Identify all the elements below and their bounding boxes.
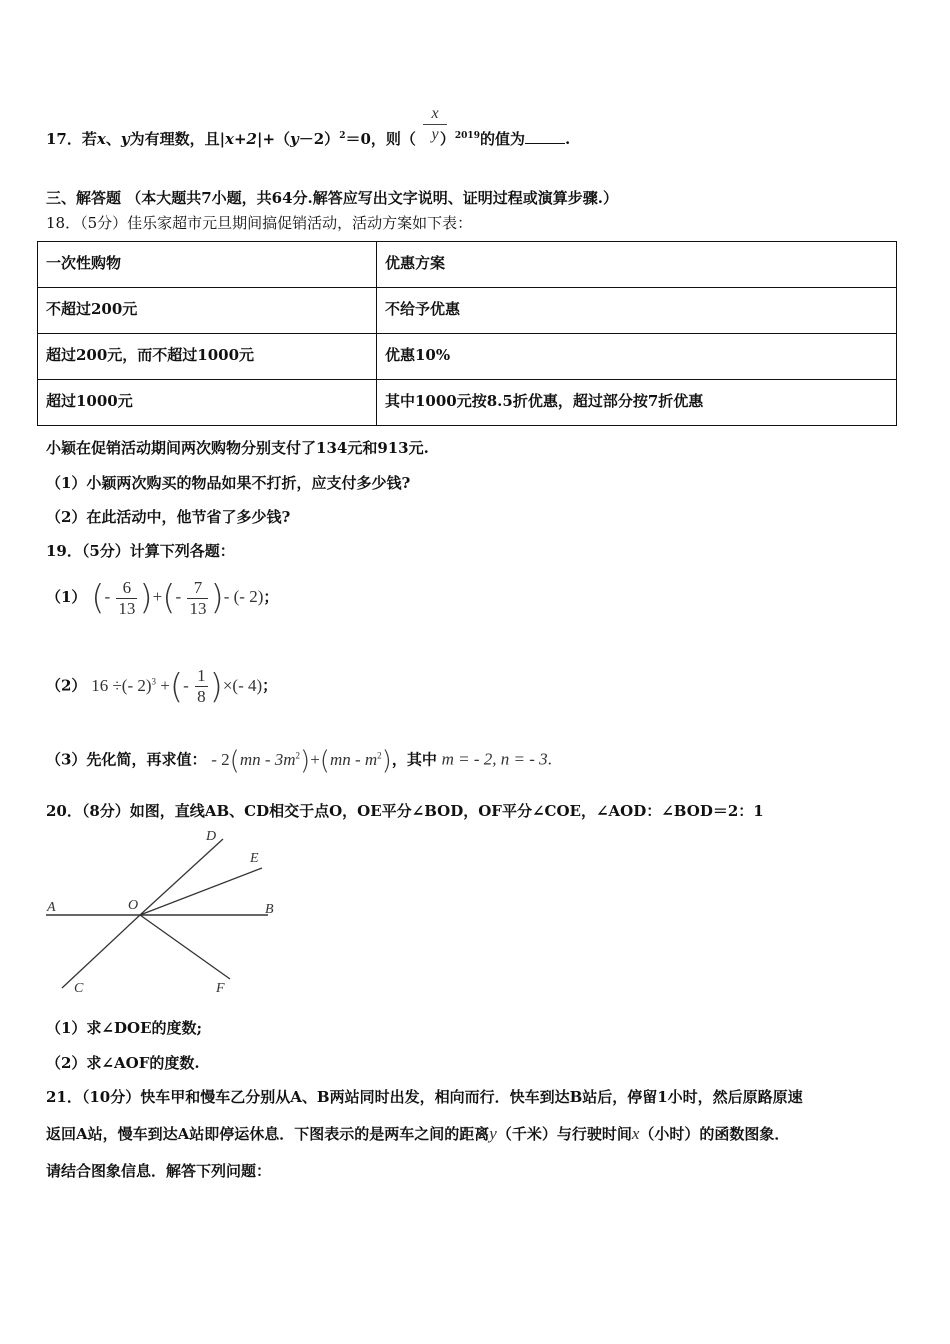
table-row xyxy=(38,334,897,380)
table-cell: 超过200元，而不超过1000元 xyxy=(38,334,377,380)
q18-part1: （1）小颖两次购买的物品如果不打折，应支付多少钱? xyxy=(46,474,411,492)
q21-line2: 返回A站，慢车到达A站即停运休息．下图表示的是两车之间的距离y（千米）与行驶时间x（小时）的函数图象． xyxy=(46,1124,790,1143)
q19-part2: （2） 16 ÷(- 2)$^3$ +(- $\frac{1}{8}$ )×(- 4)； xyxy=(46,666,278,707)
q18-title: 18．（5分）佳乐家超市元旦期间搞促销活动，活动方案如下表： xyxy=(46,214,473,232)
label-b: B xyxy=(265,902,274,917)
q19-p1-expr: (- $\frac{6}{13}$ )+(- $\frac{7}{13}$ )- (- 2) xyxy=(91,577,264,619)
q19-part1: （1） (- $\frac{6}{13}$ )+(- $\frac{7}{13}$ )- (- 2)； xyxy=(46,577,279,619)
table-cell: 不超过200元 xyxy=(38,288,377,334)
table-row xyxy=(38,288,897,334)
q19-p3-expr: - $2(mn - 3m^2)+(mn - m^2)$ xyxy=(211,745,392,776)
q18-line1: 小颖在促销活动期间两次购物分别支付了134元和913元. xyxy=(46,439,429,457)
label-f: F xyxy=(216,981,225,996)
q19-title: 19．（5分）计算下列各题： xyxy=(46,542,235,560)
label-d: D xyxy=(206,829,217,844)
q20-title: 20．（8分）如图，直线AB、CD相交于点O，OE平分∠BOD，OF平分∠COE，∠AOD：∠BOD＝2：1 xyxy=(46,802,764,820)
q17-frac-num: x xyxy=(423,104,447,125)
q20-part1: （1）求∠DOE的度数; xyxy=(46,1019,203,1037)
table-cell: 其中1000元按8.5折优惠，超过部分按7折优惠 xyxy=(377,380,897,426)
q20-diagram xyxy=(40,826,290,1001)
q18-part2: （2）在此活动中，他节省了多少钱? xyxy=(46,508,291,526)
label-e: E xyxy=(250,851,259,866)
ray-oc xyxy=(62,915,140,988)
q17-frac-den: y xyxy=(431,126,439,143)
table-cell: 优惠10% xyxy=(377,334,897,380)
promo-table xyxy=(37,241,897,426)
q21-line1: 21．（10分）快车甲和慢车乙分别从A、B两站同时出发，相向而行．快车到达B站后，停留1小时，然后原路原速 xyxy=(46,1088,803,1106)
label-o: O xyxy=(128,898,139,913)
table-row xyxy=(38,242,897,288)
q21-line3: 请结合图象信息．解答下列问题： xyxy=(46,1162,272,1180)
q19-part3: （3）先化简，再求值： - $2(mn - 3m^2)+(mn - m^2)$，其中 m = - 2, n = - 3. xyxy=(46,745,552,776)
q17-line: 17．若x、y为有理数，且$|x+2|+(y-2)^2=0$，则（ ）$^{2019}$的值为 . xyxy=(46,130,571,148)
label-a: A xyxy=(47,900,56,915)
table-row xyxy=(38,380,897,426)
answer-blank xyxy=(525,131,565,144)
q19-p2-expr: 16 ÷(- 2)$^3$ +(- $\frac{1}{8}$ )×(- 4) xyxy=(91,666,263,707)
ray-of xyxy=(140,915,230,979)
table-cell: 超过1000元 xyxy=(38,380,377,426)
q17-fraction xyxy=(423,104,447,145)
ray-od xyxy=(140,839,223,915)
section-title: 三、解答题 （本大题共7小题，共64分.解答应写出文字说明、证明过程或演算步骤.） xyxy=(46,189,618,207)
table-cell: 不给予优惠 xyxy=(377,288,897,334)
ray-oe xyxy=(140,868,262,915)
table-cell: 优惠方案 xyxy=(377,242,897,288)
q17-number: 17． xyxy=(46,130,82,148)
q20-part2: （2）求∠AOF的度数. xyxy=(46,1054,200,1072)
label-c: C xyxy=(74,981,84,996)
table-cell: 一次性购物 xyxy=(38,242,377,288)
